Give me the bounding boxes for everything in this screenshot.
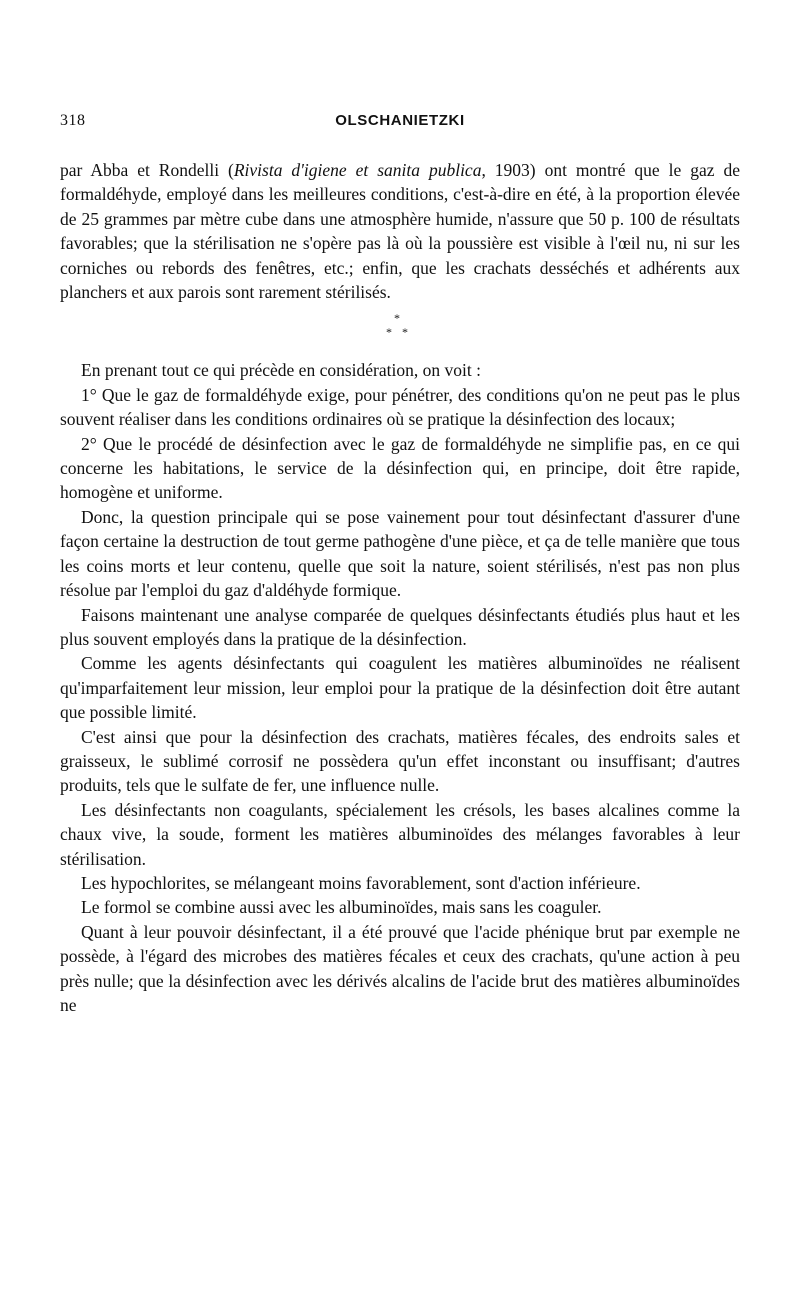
paragraph-p10 (60, 871, 740, 895)
text-segment: Les désinfectants non coagulants, spécialement les crésols, les bases alcalines comme la chaux vive, la soude, forment les matières albuminoïdes des mélanges favorables à leur stérilisation. (60, 799, 740, 869)
body-text (60, 158, 740, 1017)
paragraph-p11 (60, 895, 740, 919)
text-segment: Le formol se combine aussi avec les albuminoïdes, mais sans les coaguler. (81, 897, 602, 918)
text-segment: Les hypochlorites, se mélangeant moins favorablement, sont d'action inférieure. (81, 872, 641, 893)
text-segment: Quant à leur pouvoir désinfectant, il a été prouvé que l'acide phénique brut par exemple ne possède, à l'égard des microbes des matières fécales et ceux des crachats, qu'une action à peu près nulle; que la désinfection avec les dérivés alcalins de l'acide brut des matières albuminoïdes ne (60, 921, 740, 1015)
section-separator (60, 308, 740, 352)
text-segment: Donc, la question principale qui se pose vainement pour tout désinfectant d'assurer d'une façon certaine la destruction de tout germe pathogène d'une pièce, et ça de telle manière que tous les coins morts et leur contenu, quelle que soit la nature, soient stérilisés, n'est pas non plus résolue par l'emploi du gaz d'aldéhyde formique. (60, 506, 740, 601)
paragraph-p7 (60, 651, 740, 724)
paragraph-p5 (60, 505, 740, 603)
asterisk-glyph: * (394, 311, 400, 326)
asterisk-glyph: * (386, 325, 392, 340)
paragraph-p4 (60, 432, 740, 505)
paragraph-p3 (60, 383, 740, 432)
asterisk-glyph: * (402, 325, 408, 340)
text-segment: 2° Que le procédé de désinfection avec le gaz de formaldéhyde ne simplifie pas, en ce qui concerne les habitations, le service de la désinfection qui, en principe, doit être rapide, homogène et uniforme. (60, 433, 740, 503)
paragraph-p12 (60, 920, 740, 1018)
text-segment: C'est ainsi que pour la désinfection des crachats, matières fécales, des endroits sales et graisseux, le sublimé corrosif ne possèdera qu'un effet inconstant ou insuffisant; d'autres produits, tels que le sulfate de fer, une influence nulle. (60, 726, 740, 796)
text-segment: par Abba et Rondelli ( (60, 160, 234, 180)
running-head: OLSCHANIETZKI (335, 112, 465, 129)
text-segment: Faisons maintenant une analyse comparée de quelques désinfectants étudiés plus haut et les plus souvent employés dans la pratique de la désinfection. (60, 604, 740, 649)
text-segment: En prenant tout ce qui précède en considération, on voit : (81, 360, 481, 381)
paragraph-p6 (60, 603, 740, 652)
italic-citation: Rivista d'igiene et sanita publica (233, 160, 482, 180)
paragraph-p8 (60, 725, 740, 798)
page-number: 318 (60, 112, 86, 129)
text-segment: Comme les agents désinfectants qui coagulent les matières albuminoïdes ne réalisent qu'imparfaitement leur mission, leur emploi pour la pratique de la désinfection doit être autant que possible limité. (60, 653, 740, 723)
paragraph-p1 (60, 158, 740, 304)
text-segment: , 1903) ont montré que le gaz de formaldéhyde, employé dans les meilleures conditions, c'est-à-dire en été, à la proportion élevée de 25 grammes par mètre cube dans une atmosphère humide, n'assure que 50 p. 100 de résultats favorables; que la stérilisation ne s'opère pas là où la poussière est visible à l'œil nu, ni sur les corniches ou rebords des fenêtres, etc.; enfin, que les crachats desséchés et adhérents aux planchers et aux parois sont rarement stérilisés. (60, 160, 740, 303)
page-header (60, 112, 740, 136)
text-segment: 1° Que le gaz de formaldéhyde exige, pour pénétrer, des conditions qu'on ne peut pas le plus souvent réaliser dans les conditions ordinaires où se pratique la désinfection des locaux; (60, 384, 740, 430)
paragraph-p9 (60, 798, 740, 871)
paragraph-p2 (60, 358, 740, 382)
